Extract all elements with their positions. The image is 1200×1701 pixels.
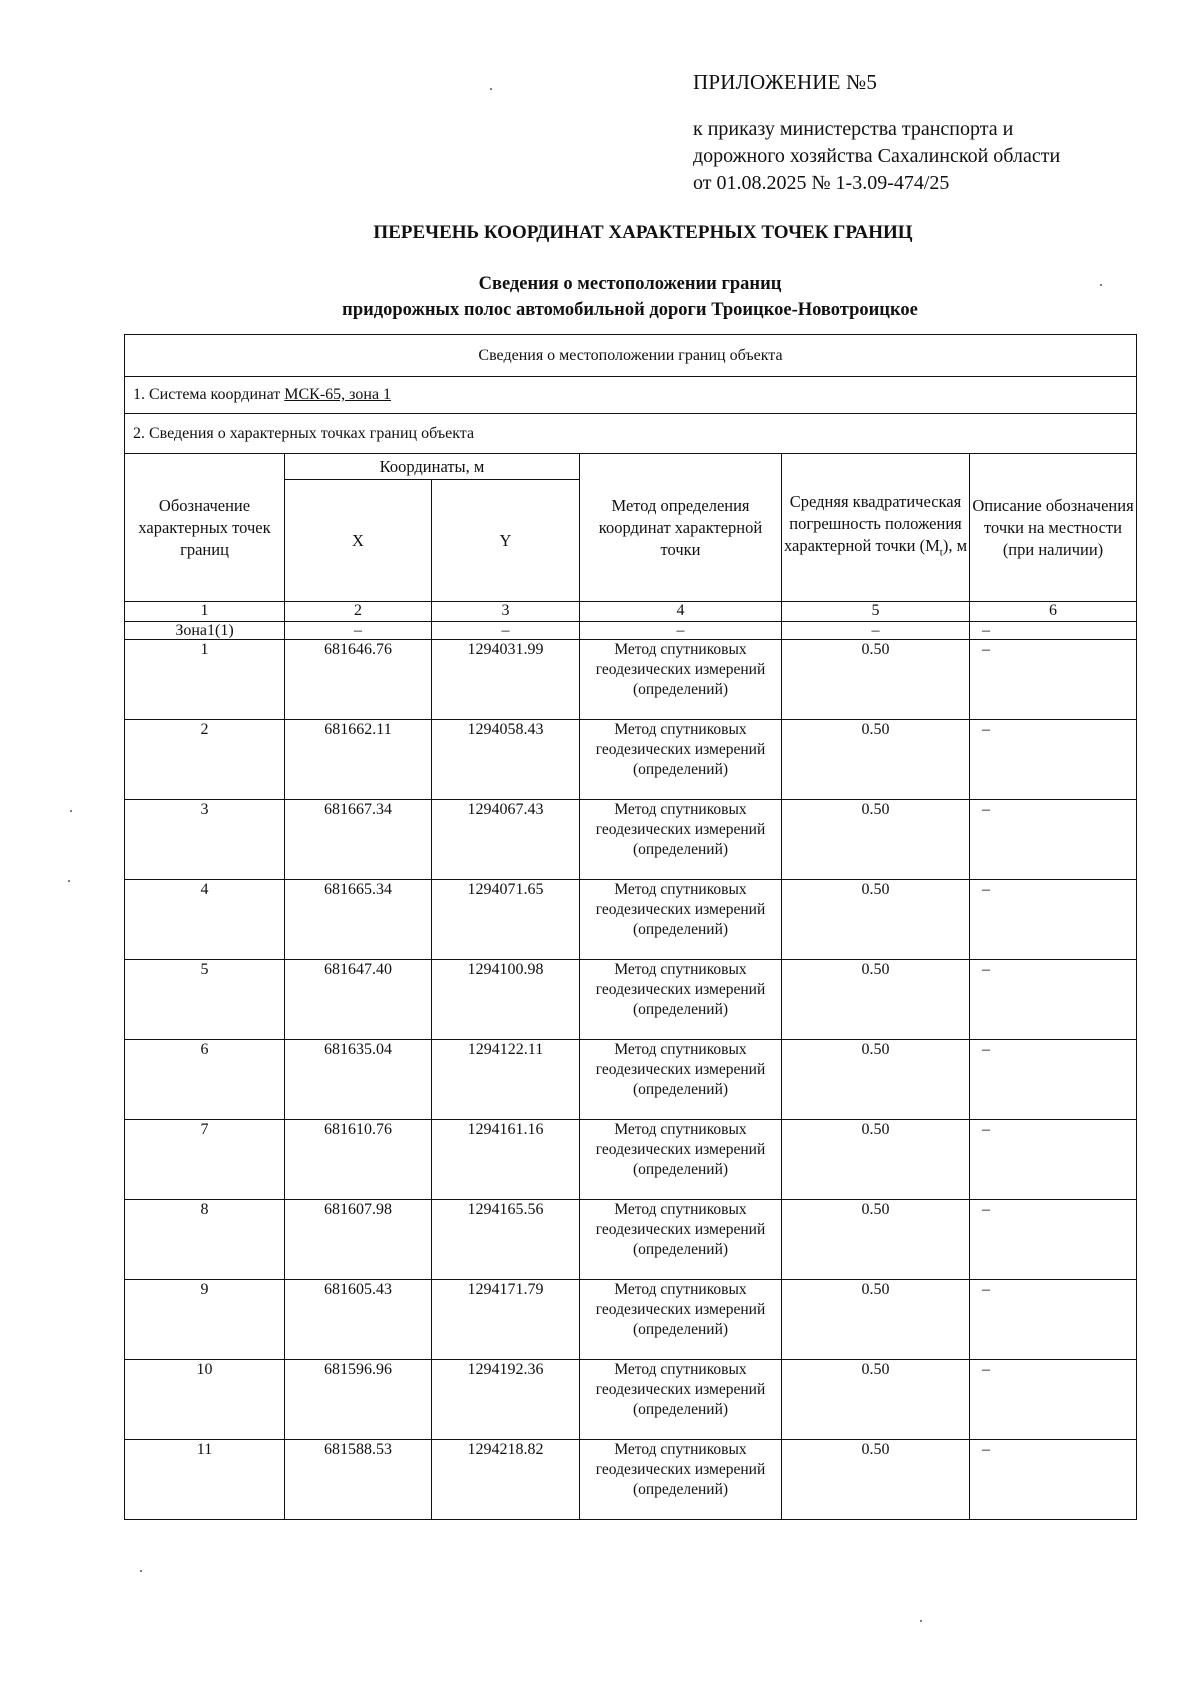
header-x: X [285,480,432,602]
column-number: 5 [782,602,970,622]
table-row [125,640,1137,720]
table-row [125,1120,1137,1200]
method: Метод спутниковых геодезических измерений (определений) [580,880,782,960]
point-number: 7 [125,1120,285,1200]
header-y: Y [432,480,580,602]
method: Метод спутниковых геодезических измерений (определений) [580,1120,782,1200]
order-line: от 01.08.2025 № 1-3.09-474/25 [693,172,950,194]
point-number: 9 [125,1280,285,1360]
coord-x: 681607.98 [285,1200,432,1280]
point-number: 6 [125,1040,285,1120]
point-description: – [970,1040,1137,1120]
coord-y: 1294071.65 [432,880,580,960]
point-description: – [970,640,1137,720]
table-row [125,1040,1137,1120]
coord-x: 681596.96 [285,1360,432,1440]
point-description: – [970,800,1137,880]
zone-cell: – [970,622,1137,640]
coordinates-table [124,334,1137,1520]
method: Метод спутниковых геодезических измерений (определений) [580,1440,782,1520]
coord-x: 681646.76 [285,640,432,720]
scan-speck [68,880,70,882]
mean-error: 0.50 [782,640,970,720]
mean-error: 0.50 [782,1120,970,1200]
order-reference [693,116,1060,197]
scan-speck [490,88,492,90]
point-description: – [970,880,1137,960]
method: Метод спутниковых геодезических измерений (определений) [580,720,782,800]
table-row [125,1200,1137,1280]
column-number: 6 [970,602,1137,622]
table-row [125,880,1137,960]
coord-x: 681665.34 [285,880,432,960]
coord-x: 681610.76 [285,1120,432,1200]
header-coordinates: Координаты, м [285,454,580,480]
point-number: 2 [125,720,285,800]
point-number: 11 [125,1440,285,1520]
section-2-heading: 2. Сведения о характерных точках границ объекта [125,414,1137,454]
table-row [125,1440,1137,1520]
coord-x: 681647.40 [285,960,432,1040]
appendix-label: ПРИЛОЖЕНИЕ №5 [693,70,878,94]
header-description: Описание обозначения точки на местности (при наличии) [970,454,1137,602]
point-description: – [970,960,1137,1040]
coord-y: 1294058.43 [432,720,580,800]
coord-y: 1294100.98 [432,960,580,1040]
table-row [125,1360,1137,1440]
document-title: ПЕРЕЧЕНЬ КООРДИНАТ ХАРАКТЕРНЫХ ТОЧЕК ГРАНИЦ [373,222,913,243]
coord-x: 681588.53 [285,1440,432,1520]
header-method: Метод определения координат характерной точки [580,454,782,602]
coord-y: 1294161.16 [432,1120,580,1200]
document-subtitle [0,271,1200,323]
column-number: 4 [580,602,782,622]
point-description: – [970,1120,1137,1200]
coord-y: 1294165.56 [432,1200,580,1280]
coordinate-system-label: 1. Система координат [133,386,285,403]
header-error-subscript: t [939,546,943,559]
order-line: к приказу министерства транспорта и [693,118,1014,140]
point-description: – [970,1280,1137,1360]
method: Метод спутниковых геодезических измерений (определений) [580,1200,782,1280]
coordinate-system [125,377,1137,414]
mean-error: 0.50 [782,1200,970,1280]
mean-error: 0.50 [782,1280,970,1360]
point-number: 8 [125,1200,285,1280]
method: Метод спутниковых геодезических измерений (определений) [580,1360,782,1440]
method: Метод спутниковых геодезических измерений (определений) [580,800,782,880]
point-number: 1 [125,640,285,720]
coord-y: 1294031.99 [432,640,580,720]
scan-speck [920,1620,922,1622]
mean-error: 0.50 [782,960,970,1040]
coord-y: 1294122.11 [432,1040,580,1120]
coord-y: 1294171.79 [432,1280,580,1360]
coordinate-system-value: МСК-65, зона 1 [284,386,392,403]
header-error [782,454,970,602]
mean-error: 0.50 [782,1360,970,1440]
column-number: 1 [125,602,285,622]
scan-speck [1100,284,1102,286]
zone-cell: – [432,622,580,640]
scan-speck [70,810,72,812]
coord-x: 681667.34 [285,800,432,880]
table-row [125,720,1137,800]
point-description: – [970,1200,1137,1280]
subtitle-line: Сведения о местоположении границ [478,274,782,294]
zone-cell: – [580,622,782,640]
point-number: 10 [125,1360,285,1440]
table-row [125,1280,1137,1360]
coord-y: 1294218.82 [432,1440,580,1520]
point-number: 5 [125,960,285,1040]
coord-x: 681635.04 [285,1040,432,1120]
coord-x: 681605.43 [285,1280,432,1360]
mean-error: 0.50 [782,1040,970,1120]
coord-y: 1294192.36 [432,1360,580,1440]
point-description: – [970,1360,1137,1440]
header-error-text: Средняя квадратическая погрешность положения характерной точки (M [783,492,962,556]
zone-label: Зона1(1) [125,622,285,640]
method: Метод спутниковых геодезических измерений (определений) [580,1280,782,1360]
method: Метод спутниковых геодезических измерений (определений) [580,1040,782,1120]
method: Метод спутниковых геодезических измерений (определений) [580,960,782,1040]
column-number: 2 [285,602,432,622]
subtitle-line: придорожных полос автомобильной дороги Троицкое-Новотроицкое [342,300,918,320]
coord-x: 681662.11 [285,720,432,800]
point-number: 4 [125,880,285,960]
point-description: – [970,720,1137,800]
scan-speck [140,1570,142,1572]
mean-error: 0.50 [782,880,970,960]
point-description: – [970,1440,1137,1520]
zone-cell: – [782,622,970,640]
mean-error: 0.50 [782,800,970,880]
mean-error: 0.50 [782,1440,970,1520]
mean-error: 0.50 [782,720,970,800]
method: Метод спутниковых геодезических измерений (определений) [580,640,782,720]
column-number: 3 [432,602,580,622]
table-row [125,960,1137,1040]
header-error-tail: ), м [942,536,968,556]
point-number: 3 [125,800,285,880]
header-designation: Обозначение характерных точек границ [125,454,285,602]
table-caption: Сведения о местоположении границ объекта [125,335,1137,377]
zone-cell: – [285,622,432,640]
table-row [125,800,1137,880]
coord-y: 1294067.43 [432,800,580,880]
order-line: дорожного хозяйства Сахалинской области [693,145,1061,167]
